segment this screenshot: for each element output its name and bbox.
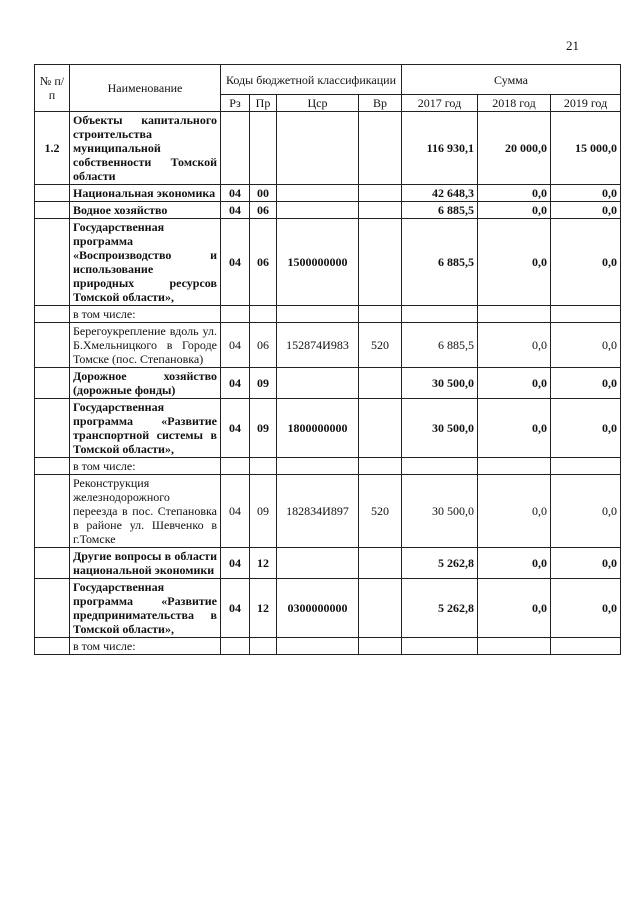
cell-num xyxy=(35,202,70,219)
cell-2017: 42 648,3 xyxy=(402,185,478,202)
cell-rz: 04 xyxy=(221,368,250,399)
cell-2018 xyxy=(478,306,551,323)
header-num: № п/п xyxy=(35,65,70,112)
cell-2019: 0,0 xyxy=(551,399,621,458)
page-number: 21 xyxy=(566,38,579,53)
cell-name: Дорожное хозяйство (дорожные фонды) xyxy=(70,368,221,399)
header-sum: Сумма xyxy=(402,65,621,95)
cell-2019: 0,0 xyxy=(551,323,621,368)
cell-name: Государственная программа «Воспроизводство и использование природных ресурсов Томской области», xyxy=(70,219,221,306)
cell-vr xyxy=(359,219,402,306)
cell-2018: 0,0 xyxy=(478,185,551,202)
cell-num xyxy=(35,306,70,323)
cell-csr xyxy=(277,306,359,323)
cell-csr xyxy=(277,185,359,202)
cell-2017: 5 262,8 xyxy=(402,548,478,579)
cell-pr: 00 xyxy=(250,185,277,202)
cell-2017: 5 262,8 xyxy=(402,579,478,638)
cell-csr xyxy=(277,458,359,475)
cell-2018 xyxy=(478,458,551,475)
cell-rz: 04 xyxy=(221,202,250,219)
cell-num xyxy=(35,638,70,655)
cell-vr xyxy=(359,548,402,579)
table-row xyxy=(35,306,621,323)
cell-rz xyxy=(221,458,250,475)
table-row xyxy=(35,458,621,475)
cell-2019: 0,0 xyxy=(551,219,621,306)
cell-name: Реконструкция железнодорожного переезда в пос. Степановка в районе ул. Шевченко в г.Томске xyxy=(70,475,221,548)
cell-csr xyxy=(277,638,359,655)
cell-2019: 0,0 xyxy=(551,202,621,219)
cell-num xyxy=(35,368,70,399)
cell-2019 xyxy=(551,458,621,475)
cell-num xyxy=(35,458,70,475)
cell-2018: 0,0 xyxy=(478,368,551,399)
header-2018: 2018 год xyxy=(478,95,551,112)
cell-2019 xyxy=(551,638,621,655)
cell-2017: 6 885,5 xyxy=(402,323,478,368)
cell-num xyxy=(35,219,70,306)
cell-csr xyxy=(277,112,359,185)
cell-vr xyxy=(359,458,402,475)
cell-2019 xyxy=(551,306,621,323)
cell-rz: 04 xyxy=(221,475,250,548)
cell-2018: 0,0 xyxy=(478,399,551,458)
cell-2017: 30 500,0 xyxy=(402,368,478,399)
cell-2018: 0,0 xyxy=(478,579,551,638)
cell-csr: 1500000000 xyxy=(277,219,359,306)
table-row xyxy=(35,579,621,638)
cell-2018: 0,0 xyxy=(478,323,551,368)
cell-rz xyxy=(221,638,250,655)
table-row xyxy=(35,548,621,579)
header-name: Наименование xyxy=(70,65,221,112)
cell-name: Государственная программа «Развитие транспортной системы в Томской области», xyxy=(70,399,221,458)
cell-2018: 0,0 xyxy=(478,202,551,219)
cell-pr: 09 xyxy=(250,399,277,458)
cell-2019: 0,0 xyxy=(551,185,621,202)
header-rz: Рз xyxy=(221,95,250,112)
cell-2019: 0,0 xyxy=(551,475,621,548)
cell-pr xyxy=(250,638,277,655)
header-pr: Пр xyxy=(250,95,277,112)
cell-rz: 04 xyxy=(221,185,250,202)
cell-pr: 06 xyxy=(250,219,277,306)
cell-pr xyxy=(250,306,277,323)
cell-name: в том числе: xyxy=(70,458,221,475)
cell-vr xyxy=(359,399,402,458)
cell-vr xyxy=(359,579,402,638)
table-row xyxy=(35,112,621,185)
cell-csr: 1800000000 xyxy=(277,399,359,458)
cell-csr xyxy=(277,202,359,219)
table-row xyxy=(35,202,621,219)
cell-2018 xyxy=(478,638,551,655)
header-csr: Цср xyxy=(277,95,359,112)
cell-csr xyxy=(277,548,359,579)
cell-2017: 30 500,0 xyxy=(402,475,478,548)
cell-pr: 12 xyxy=(250,579,277,638)
cell-rz xyxy=(221,112,250,185)
cell-pr: 09 xyxy=(250,475,277,548)
cell-rz xyxy=(221,306,250,323)
table-row xyxy=(35,368,621,399)
cell-num xyxy=(35,185,70,202)
cell-rz: 04 xyxy=(221,399,250,458)
table-row xyxy=(35,323,621,368)
cell-2019: 15 000,0 xyxy=(551,112,621,185)
cell-name: Объекты капитального строительства муниципальной собственности Томской области xyxy=(70,112,221,185)
cell-vr xyxy=(359,185,402,202)
cell-name: в том числе: xyxy=(70,638,221,655)
cell-2018: 0,0 xyxy=(478,548,551,579)
table-row xyxy=(35,399,621,458)
cell-pr: 12 xyxy=(250,548,277,579)
header-2017: 2017 год xyxy=(402,95,478,112)
cell-csr: 182834И897 xyxy=(277,475,359,548)
cell-2017: 6 885,5 xyxy=(402,202,478,219)
cell-csr: 152874И983 xyxy=(277,323,359,368)
cell-name: Берегоукрепление вдоль ул. Б.Хмельницкого в Городе Томске (пос. Степановка) xyxy=(70,323,221,368)
cell-name: Водное хозяйство xyxy=(70,202,221,219)
table-row xyxy=(35,475,621,548)
cell-vr xyxy=(359,638,402,655)
cell-2019: 0,0 xyxy=(551,368,621,399)
cell-vr: 520 xyxy=(359,323,402,368)
cell-pr xyxy=(250,112,277,185)
cell-name: Другие вопросы в области национальной экономики xyxy=(70,548,221,579)
cell-vr: 520 xyxy=(359,475,402,548)
cell-pr xyxy=(250,458,277,475)
cell-2017 xyxy=(402,306,478,323)
cell-num xyxy=(35,323,70,368)
cell-name: Национальная экономика xyxy=(70,185,221,202)
cell-rz: 04 xyxy=(221,548,250,579)
cell-2017 xyxy=(402,458,478,475)
cell-vr xyxy=(359,306,402,323)
cell-pr: 09 xyxy=(250,368,277,399)
cell-num xyxy=(35,548,70,579)
cell-2018: 0,0 xyxy=(478,475,551,548)
table-row xyxy=(35,219,621,306)
cell-rz: 04 xyxy=(221,323,250,368)
cell-2017 xyxy=(402,638,478,655)
cell-pr: 06 xyxy=(250,202,277,219)
cell-vr xyxy=(359,202,402,219)
header-vr: Вр xyxy=(359,95,402,112)
cell-2017: 116 930,1 xyxy=(402,112,478,185)
cell-csr xyxy=(277,368,359,399)
header-codes: Коды бюджетной классификации xyxy=(221,65,402,95)
cell-rz: 04 xyxy=(221,219,250,306)
cell-name: в том числе: xyxy=(70,306,221,323)
cell-2017: 30 500,0 xyxy=(402,399,478,458)
cell-num xyxy=(35,399,70,458)
cell-2019: 0,0 xyxy=(551,548,621,579)
cell-2017: 6 885,5 xyxy=(402,219,478,306)
cell-2018: 0,0 xyxy=(478,219,551,306)
cell-rz: 04 xyxy=(221,579,250,638)
cell-csr: 0300000000 xyxy=(277,579,359,638)
cell-vr xyxy=(359,368,402,399)
cell-num: 1.2 xyxy=(35,112,70,185)
header-2019: 2019 год xyxy=(551,95,621,112)
cell-2019: 0,0 xyxy=(551,579,621,638)
cell-num xyxy=(35,475,70,548)
table-row xyxy=(35,185,621,202)
cell-vr xyxy=(359,112,402,185)
cell-num xyxy=(35,579,70,638)
cell-pr: 06 xyxy=(250,323,277,368)
table-row xyxy=(35,638,621,655)
cell-2018: 20 000,0 xyxy=(478,112,551,185)
cell-name: Государственная программа «Развитие предпринимательства в Томской области», xyxy=(70,579,221,638)
budget-table xyxy=(34,64,621,655)
